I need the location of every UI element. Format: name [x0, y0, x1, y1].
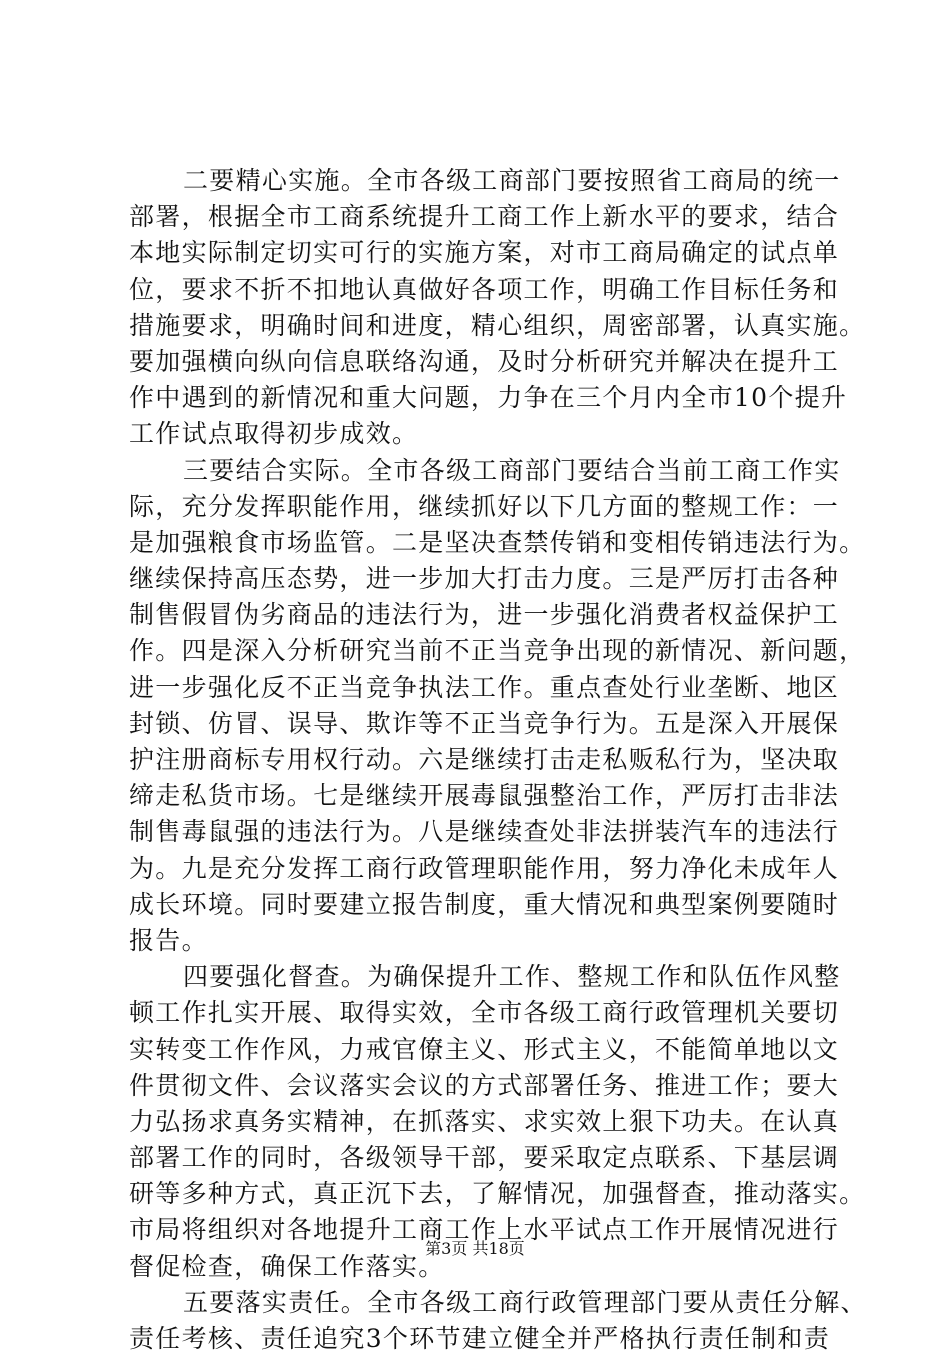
text-line: 本地实际制定切实可行的实施方案，对市工商局确定的试点单: [129, 238, 840, 268]
text-line: 三要结合实际。全市各级工商部门要结合当前工商工作实: [183, 455, 841, 485]
paragraph-implementation: [129, 163, 866, 453]
text-line: 力弘扬求真务实精神，在抓落实、求实效上狠下功夫。在认真: [129, 1106, 840, 1136]
text-line: 为。九是充分发挥工商行政管理职能作用，努力净化未成年人: [129, 853, 840, 883]
text-line: 要加强横向纵向信息联络沟通，及时分析研究并解决在提升工: [129, 346, 840, 376]
text-line: 件贯彻文件、会议落实会议的方式部署任务、推进工作；要大: [129, 1070, 840, 1100]
text-line: 五要落实责任。全市各级工商行政管理部门要从责任分解、: [183, 1287, 867, 1317]
text-line: 研等多种方式，真正沉下去，了解情况，加强督查，推动落实。: [129, 1179, 866, 1209]
text-line: 封锁、仿冒、误导、欺诈等不正当竞争行为。五是深入开展保: [129, 708, 840, 738]
text-line: 成长环境。同时要建立报告制度，重大情况和典型案例要随时: [129, 889, 840, 919]
text-line: 继续保持高压态势，进一步加大打击力度。三是严厉打击各种: [129, 564, 840, 594]
text-line: 作中遇到的新情况和重大问题，力争在三个月内全市10个提升: [129, 383, 848, 413]
text-line: 护注册商标专用权行动。六是继续打击走私贩私行为，坚决取: [129, 745, 840, 774]
text-line: 缔走私货市场。七是继续开展毒鼠强整治工作，严厉打击非法: [129, 781, 840, 811]
text-line: 顿工作扎实开展、取得实效，全市各级工商行政管理机关要切: [129, 998, 840, 1028]
text-line: 制售假冒伪劣商品的违法行为，进一步强化消费者权益保护工: [129, 600, 840, 630]
text-line: 是加强粮食市场监管。二是坚决查禁传销和变相传销违法行为。: [129, 527, 866, 557]
paragraph-supervision: [129, 959, 866, 1285]
text-line: 作。四是深入分析研究当前不正当竞争出现的新情况、新问题，: [129, 636, 866, 666]
body-text: [129, 163, 867, 1357]
text-line: 部署，根据全市工商系统提升工商工作上新水平的要求，结合: [129, 202, 840, 232]
page-number-label: 第3页 共18页: [425, 1239, 525, 1258]
text-line: 督促检查，确保工作落实。: [129, 1251, 445, 1281]
text-line: 责任考核、责任追究3个环节建立健全并严格执行责任制和责: [129, 1324, 831, 1353]
text-line: 报告。: [129, 925, 208, 955]
text-line: 市局将组织对各地提升工商工作上水平试点工作开展情况进行: [129, 1215, 840, 1245]
text-line: 措施要求，明确时间和进度，精心组织，周密部署，认真实施。: [129, 310, 866, 340]
paragraph-responsibility: [129, 1285, 867, 1357]
text-line: 四要强化督查。为确保提升工作、整规工作和队伍作风整: [183, 962, 841, 992]
text-line: 制售毒鼠强的违法行为。八是继续查处非法拼装汽车的违法行: [129, 817, 840, 847]
text-line: 实转变工作作风，力戒官僚主义、形式主义，不能简单地以文: [129, 1034, 840, 1064]
text-line: 位，要求不折不扣地认真做好各项工作，明确工作目标任务和: [129, 274, 840, 304]
paragraph-practice: [129, 453, 866, 960]
text-line: 部署工作的同时，各级领导干部，要采取定点联系、下基层调: [129, 1143, 840, 1173]
text-line: 进一步强化反不正当竞争执法工作。重点查处行业垄断、地区: [129, 672, 840, 702]
text-line: 二要精心实施。全市各级工商部门要按照省工商局的统一: [183, 166, 841, 195]
text-line: 工作试点取得初步成效。: [129, 419, 419, 449]
page-footer: [0, 1238, 950, 1260]
text-line: 际，充分发挥职能作用，继续抓好以下几方面的整规工作：一: [129, 491, 840, 521]
